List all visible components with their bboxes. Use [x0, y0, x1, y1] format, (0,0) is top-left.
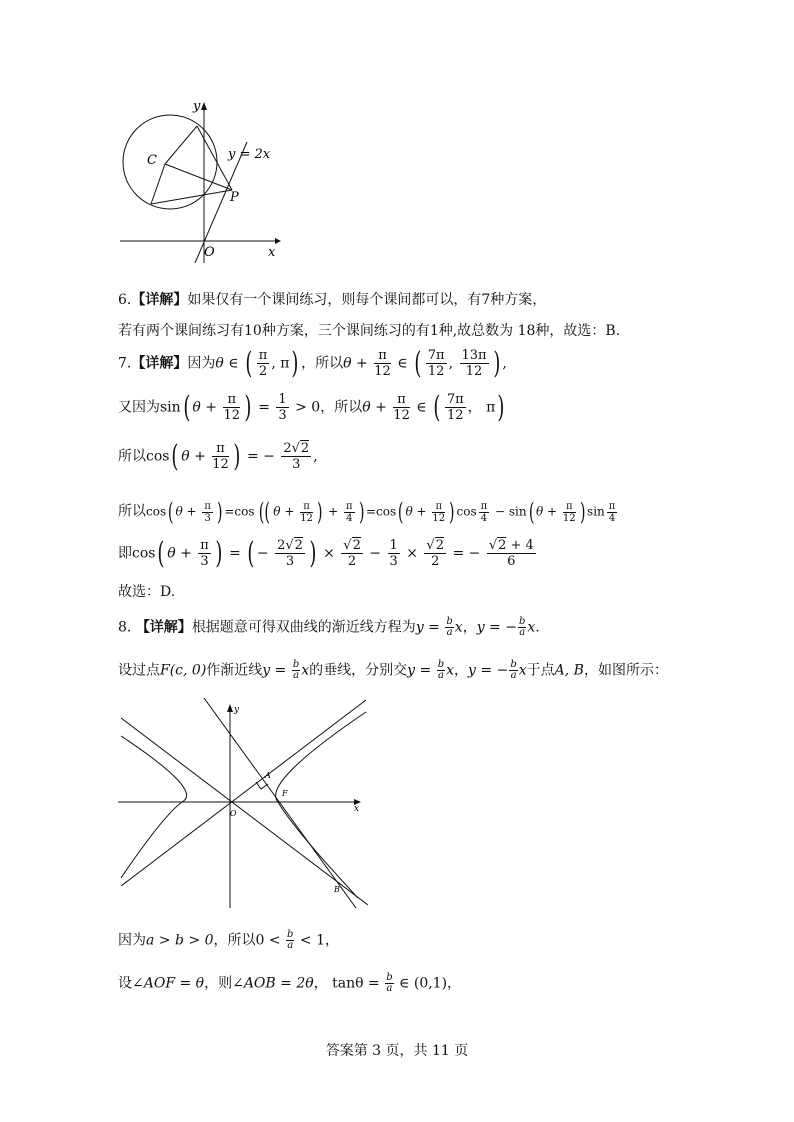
frac-pi-4	[344, 501, 355, 524]
q7-number: 7.	[118, 355, 132, 372]
frac-den: 12	[374, 364, 391, 379]
frac-den: 12	[427, 364, 445, 379]
frac-b-a	[509, 660, 517, 681]
frac-den: 12	[393, 408, 410, 423]
fig1-label-p: P	[230, 190, 239, 205]
frac-den: 2	[258, 364, 268, 379]
q6-line1	[118, 291, 546, 309]
cos-fn: cos	[376, 504, 397, 519]
frac-num: 1	[278, 392, 287, 407]
frac-den: 4	[608, 512, 616, 524]
fig2-label-f: F	[282, 789, 288, 798]
frac-2sqrt2-3: $\frac{2√2}{3}$	[277, 538, 303, 569]
frac-num: π	[480, 500, 488, 512]
frac-num: π	[563, 501, 576, 513]
inequality-a-b: a > b > 0	[146, 932, 214, 949]
frac-pi-12	[223, 392, 240, 423]
frac-b-a	[437, 660, 445, 681]
fig2-label-a: A	[265, 771, 271, 780]
frac-7pi-12	[445, 392, 466, 423]
point-f: F(c, 0)	[160, 662, 207, 679]
frac-pi-4	[607, 501, 618, 524]
frac-num: 7π	[427, 348, 445, 363]
frac-num: b	[287, 929, 294, 940]
figure-circle-tangent	[115, 98, 285, 263]
q8-text3b: ，所以	[213, 932, 256, 949]
q7-because: 因为	[187, 355, 216, 372]
frac-den: 2	[431, 554, 440, 569]
q7-so3: 所以	[118, 448, 146, 465]
cos-fn: cos	[234, 504, 255, 519]
q8-text1: 根据题意可得双曲线的渐近线方程为	[191, 619, 416, 636]
frac-pi-12	[212, 441, 229, 472]
frac-den: 3	[204, 512, 211, 524]
frac-pi-12	[300, 501, 313, 524]
frac-pi-4	[479, 501, 490, 524]
frac-den: 12	[212, 457, 229, 472]
fig2-label-o: O	[230, 809, 237, 818]
fig2-label-y: y	[234, 705, 240, 715]
q8-text2b: 作渐近线	[206, 662, 263, 679]
q8-text2a: 设过点	[118, 662, 160, 679]
frac-den: a	[519, 627, 526, 638]
frac-b-a	[385, 973, 393, 994]
frac-den: 4	[346, 512, 353, 524]
q6-number: 6.	[118, 292, 132, 308]
frac-den: a	[293, 670, 300, 681]
q7-line3: 所以cos( θ + $\frac{\pi}{12}$ ) = − $\frac{2√2}{3}$ ,	[118, 438, 318, 474]
frac-num: π	[345, 500, 353, 512]
cos-fn: cos	[146, 504, 167, 519]
frac-den: 3	[292, 457, 301, 472]
frac-b-a	[518, 617, 526, 638]
frac-den: 12	[300, 512, 313, 524]
fig2-label-b: B	[334, 885, 340, 894]
frac-pi-12	[393, 392, 410, 423]
frac-den: a	[446, 627, 453, 638]
frac-1-3	[276, 392, 288, 423]
frac-num: π	[608, 500, 616, 512]
frac-num: b	[510, 659, 517, 670]
frac-1-3	[388, 538, 400, 569]
frac-pi-12	[432, 501, 445, 524]
frac-num: π	[374, 348, 391, 364]
q7-so4: 所以	[118, 503, 146, 520]
q8-line4: 设∠AOF = θ，则∠AOB = 2θ， tanθ = $\frac{b}{a}$ ∈ (0,1)，	[118, 972, 462, 994]
cos-fn: cos	[146, 448, 170, 465]
fig1-line-label: y = 2x	[228, 147, 271, 162]
q7-tag: 【详解】	[131, 355, 188, 372]
cos-fn: cos	[132, 545, 156, 562]
frac-num: b	[437, 659, 445, 670]
q8-text2c: 的垂线，分别交	[309, 662, 408, 679]
q7-so2: 所以	[334, 399, 363, 416]
frac-pi-12	[563, 501, 576, 524]
frac-num: π	[212, 441, 229, 457]
q8-number: 8.	[118, 619, 132, 636]
frac-sqrt2-2: $\frac{√2}{2}$	[426, 538, 444, 569]
sin-fn: sin	[160, 399, 181, 416]
points-ab: A, B	[554, 662, 584, 679]
frac-sqrt2-2: $\frac{√2}{2}$	[343, 538, 361, 569]
q7-line4: 所以cos( θ + $\frac{\pi}{3}$ ) =cos (( θ + $\frac{\pi}{12}$ ) + $\frac{\pi}{4}$ ) =cos( θ + $\frac{\pi}{12}$ ) cos $\frac{\pi}{4}$ − sin( θ + $\frac{\pi}{12}$ ) sin $\frac{\pi}{4}$	[118, 498, 616, 526]
frac-num: b	[446, 616, 453, 627]
interval: ∈ (0,1)，	[399, 975, 462, 992]
q7-that-is: 即	[118, 545, 132, 562]
pi-symbol: π	[280, 355, 290, 372]
tan-theta: tanθ =	[332, 975, 380, 992]
cos-fn: cos	[456, 504, 477, 519]
frac-num: π	[204, 500, 211, 512]
frac-num: b	[386, 972, 393, 983]
frac-den: 4	[480, 512, 488, 524]
sin-fn: sin	[587, 504, 605, 519]
frac-pi-12	[374, 348, 391, 379]
frac-b-a	[445, 617, 453, 638]
frac-den: 12	[562, 512, 576, 524]
q8-text4b: ，则	[204, 975, 233, 992]
frac-pi-2	[257, 348, 270, 379]
frac-7pi-12	[426, 348, 447, 379]
angle-aof: ∠AOF = θ	[132, 975, 205, 992]
frac-num: 13π	[461, 348, 487, 363]
frac-den: a	[386, 983, 393, 994]
frac-num: b	[292, 659, 300, 670]
q7-line2: 又因为sin( θ + $\frac{\pi}{12}$ ) = $\frac{1}{3}$ > 0，所以θ + $\frac{\pi}{12}$ ∈ ( $\frac{7\pi}{12}$ ， π)	[118, 389, 505, 425]
angle-aob: ∠AOB = 2θ	[232, 975, 314, 992]
frac-num: π	[393, 392, 410, 408]
q8-line2: 设过点F(c, 0)作渐近线y = $\frac{b}{a}$ x的垂线，分别交y = $\frac{b}{a}$ x，y = − $\frac{b}{a}$ x于点A, B，如图所示：	[118, 659, 668, 681]
frac-num: 1	[389, 538, 398, 553]
frac-num: b	[518, 616, 526, 627]
q8-tag: 【详解】	[135, 619, 192, 636]
q8-text3: 因为	[118, 932, 146, 949]
q6-tag: 【详解】	[131, 292, 188, 308]
frac-b-a	[292, 660, 300, 681]
frac-num: π	[258, 348, 268, 363]
pi-symbol: π	[486, 399, 496, 416]
q8-text2d: 于点	[526, 662, 555, 679]
q6-line2: 若有两个课间练习有10种方案，三个课间练习的有1种,故总数为 18种，故选：B.	[118, 323, 621, 339]
q8-line1: 8. 【详解】根据题意可得双曲线的渐近线方程为y = $\frac{b}{a}$ x，y = − $\frac{b}{a}$ x.	[118, 616, 540, 638]
q7-also-because: 又因为	[118, 399, 160, 416]
q8-line3: 因为a > b > 0，所以0 < $\frac{b}{a}$ < 1，	[118, 929, 339, 951]
page-footer: 答案第 3 页，共 11 页	[325, 1043, 469, 1059]
frac-den: 12	[446, 408, 464, 423]
frac-den: 3	[200, 554, 209, 569]
fig1-label-c: C	[147, 153, 157, 168]
figure-hyperbola	[118, 698, 368, 908]
fig1-label-y: y	[193, 99, 201, 114]
frac-b-a	[286, 930, 294, 951]
fig1-label-o: O	[204, 245, 215, 260]
frac-den: a	[510, 670, 517, 681]
frac-pi-3	[198, 538, 211, 569]
frac-den: 3	[389, 554, 398, 569]
frac-13pi-12	[460, 348, 489, 379]
frac-sqrt2p4-6: $\frac{√2 + 4}{6}$	[488, 538, 534, 569]
frac-num: 7π	[446, 392, 464, 407]
frac-den: 12	[223, 408, 241, 423]
gt-zero: > 0，	[295, 399, 335, 416]
q6-text1: 如果仅有一个课间练习，则每个课间都可以，有7种方案，	[187, 292, 547, 308]
frac-2sqrt2-3: $\frac{2√2}{3}$	[283, 441, 310, 472]
q8-text2e: ，如图所示：	[583, 662, 668, 679]
frac-num: π	[200, 538, 209, 553]
fig1-label-x: x	[268, 245, 276, 260]
frac-den: a	[437, 670, 444, 681]
fig2-label-x: x	[354, 804, 360, 814]
q7-line5: 即cos( θ + $\frac{\pi}{3}$ ) = ( − $\frac{2√2}{3}$ ) × $\frac{√2}{2}$ − $\frac{1}{3}$ × $\frac{√2}{2}$ = − $\frac{√2 + 4}{6}$	[118, 535, 534, 571]
q7-choose: 故选：D.	[118, 584, 176, 600]
frac-num: π	[300, 501, 313, 513]
q8-text4a: 设	[118, 975, 132, 992]
frac-num: π	[223, 392, 240, 408]
frac-num: π	[432, 501, 445, 513]
frac-pi-3	[202, 501, 213, 524]
sin-fn: sin	[508, 504, 527, 519]
frac-den: 12	[465, 364, 483, 379]
frac-den: 12	[432, 512, 446, 524]
q7-so: 所以	[315, 355, 344, 372]
frac-den: 2	[347, 554, 357, 569]
frac-den: 3	[285, 554, 295, 569]
frac-den: a	[287, 940, 294, 951]
frac-den: 3	[278, 408, 287, 423]
q7-line1: 7.【详解】因为θ ∈ ( $\frac{\pi}{2}$ , π) ，所以θ + $\frac{\pi}{12}$ ∈ ( $\frac{7\pi}{12}$ , $\frac{13\pi}{12}$ ) ,	[118, 345, 507, 381]
frac-den: 6	[507, 554, 516, 569]
